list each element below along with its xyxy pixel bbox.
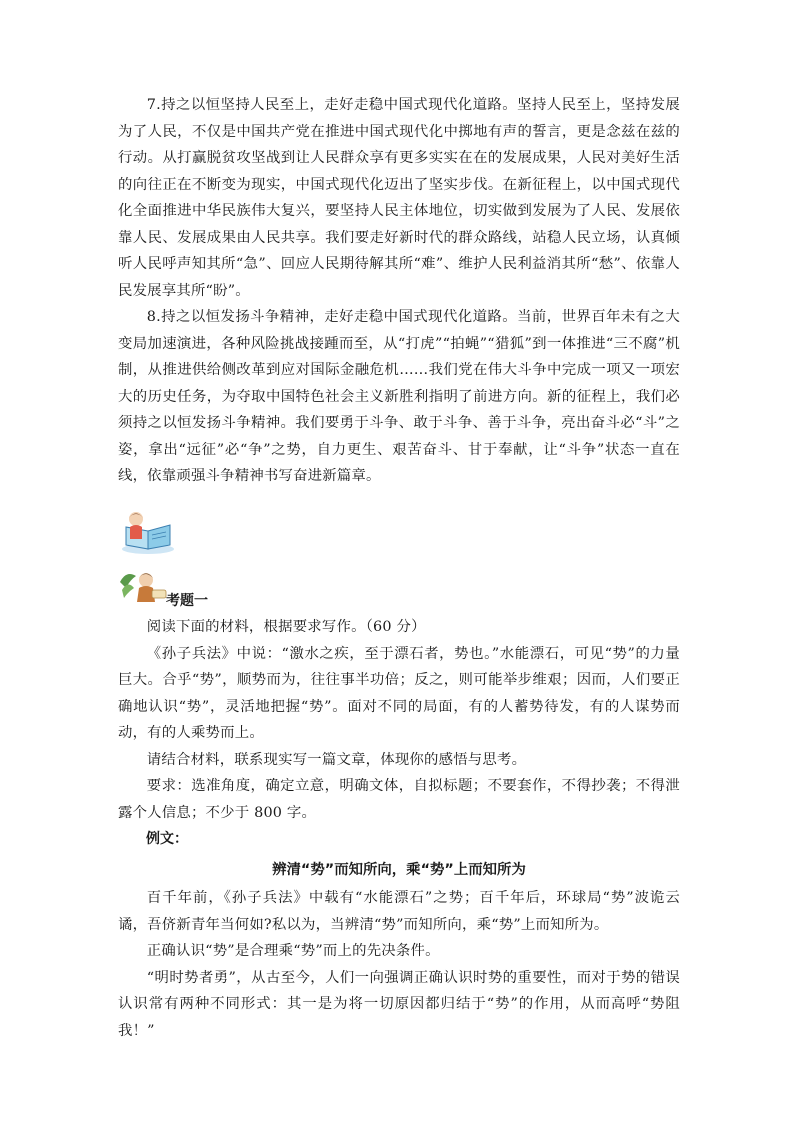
paragraph-7: 7.持之以恒坚持人民至上，走好走稳中国式现代化道路。坚持人民至上，坚持发展为了人民，不仅是中国共产党在推进中国式现代化中掷地有声的誓言，更是念兹在兹的行动。从打赢脱贫攻坚战到让人民群众享有更多实实在在的发展成果，人民对美好生活的向往正在不断变为现实，中国式现代化迈出了坚实步伐。在新征程上，以中国式现代化全面推进中华民族伟大复兴，要坚持人民主体地位，切实做到发展为了人民、发展依靠人民、发展成果由人民共享。我们要走好新时代的群众路线，站稳人民立场，认真倾听人民呼声知其所“急”、回应人民期待解其所“难”、维护人民利益消其所“愁”、依靠人民发展享其所“盼”。 [118, 97, 680, 299]
material-paragraph: 《孙子兵法》中说：“激水之疾，至于漂石者，势也。”水能漂石，可见“势”的力量巨大。合乎“势”，顺势而为，往往事半功倍；反之，则可能举步维艰；因而，人们要正确地认识“势”，灵活地把握“势”。面对不同的局面，有的人蓄势待发，有的人谋势而动，有的人乘势而上。 [118, 645, 680, 741]
essay-paragraph: “明时势者勇”，从古至今，人们一向强调正确认识时势的重要性，而对于势的错误认识常有两种不同形式：其一是为将一切原因都归结于“势”的作用，从而高呼“势阻我！” [118, 969, 680, 1039]
requirements-paragraph: 要求：选准角度，确定立意，明确文体，自拟标题；不要套作，不得抄袭；不得泄露个人信息；不少于 800 字。 [118, 778, 680, 821]
section-heading: 考题一 [166, 593, 208, 609]
paragraph-8: 8.持之以恒发扬斗争精神，走好走稳中国式现代化道路。当前，世界百年未有之大变局加速演进，各种风险挑战接踵而至，从“打虎”“拍蝇”“猎狐”到一体推进“三不腐”机制，从推进供给侧改革到应对国际金融危机……我们党在伟大斗争中完成一项又一项宏大的历史任务，为夺取中国特色社会主义新胜利指明了前进方向。新的征程上，我们必须持之以恒发扬斗争精神。我们要勇于斗争、敢于斗争、善于斗争，亮出奋斗必“斗”之姿，拿出“远征”必“争”之势，自力更生、艰苦奋斗、甘于奉献，让“斗争”状态一直在线，依靠顽强斗争精神书写奋进新篇章。 [118, 309, 680, 484]
exam-question-section [118, 614, 680, 1044]
essay-title: 辨清“势”而知所向，乘“势”上而知所为 [272, 861, 526, 878]
teacher-with-scroll-icon [118, 566, 168, 606]
essay-paragraph: 百千年前，《孙子兵法》中载有“水能漂石”之势；百千年后，环球局“势”波诡云谲，吾侪新青年当何如?私以为，当辨清“势”而知所向，乘“势”上而知所为。 [118, 890, 680, 933]
example-label: 例文： [146, 831, 188, 847]
reading-child-book-icon [118, 505, 178, 555]
task-paragraph: 请结合材料，联系现实写一篇文章，体现你的感悟与思考。 [146, 751, 527, 768]
top-section [118, 92, 680, 490]
essay-paragraph: 正确认识“势”是合理乘“势”而上的先决条件。 [146, 943, 440, 959]
instruction: 阅读下面的材料，根据要求写作。（60 分） [146, 619, 426, 635]
